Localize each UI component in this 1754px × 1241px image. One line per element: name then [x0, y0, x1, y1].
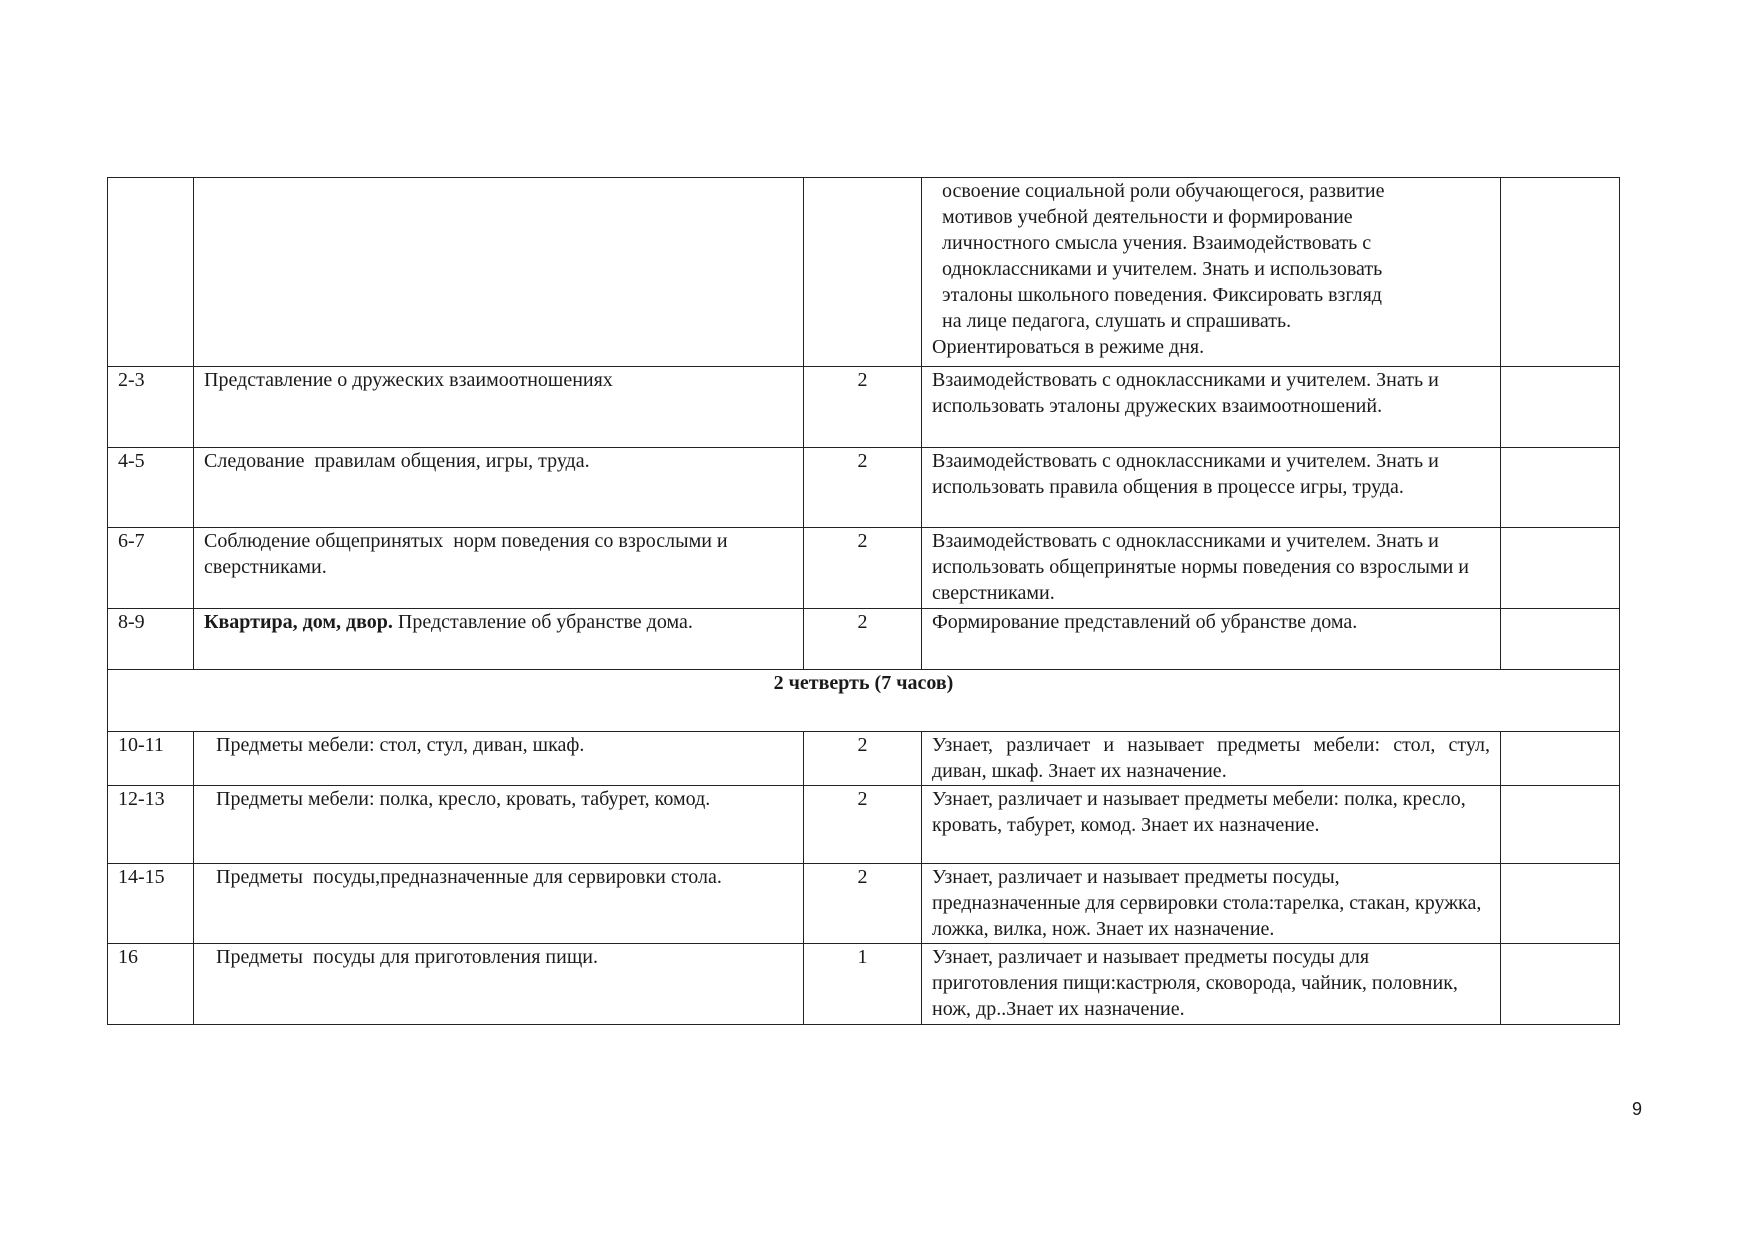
extra-cell — [1501, 178, 1620, 367]
description-line: мотивов учебной деятельности и формирование — [942, 206, 1353, 228]
topic-cell: Предметы мебели: стол, стул, диван, шкаф. — [194, 732, 804, 786]
hours-cell: 2 — [804, 864, 922, 944]
extra-cell — [1501, 609, 1620, 670]
quarter-heading: 2 четверть (7 часов) — [108, 670, 1620, 732]
table-row-continuation — [108, 178, 1620, 367]
lesson-number-cell: 8-9 — [108, 609, 194, 670]
description-line: Ориентироваться в режиме дня. — [932, 336, 1205, 358]
topic-cell: Соблюдение общепринятых норм поведения со взрослыми и сверстниками. — [194, 528, 804, 609]
hours-cell: 2 — [804, 367, 922, 448]
description-line: одноклассниками и учителем. Знать и использовать — [942, 258, 1383, 280]
lesson-number-cell: 4-5 — [108, 448, 194, 528]
topic-cell — [194, 178, 804, 367]
table-row — [108, 786, 1620, 864]
hours-cell: 2 — [804, 786, 922, 864]
description-line: на лице педагога, слушать и спрашивать. — [942, 310, 1292, 332]
lesson-number-cell: 16 — [108, 944, 194, 1025]
extra-cell — [1501, 367, 1620, 448]
activity-description-cell: Узнает, различает и называет предметы посуды, предназначенные для сервировки стола:тарелка, стакан, кружка, ложка, вилка, нож. Знает их назначение. — [922, 864, 1501, 944]
hours-cell: 2 — [804, 609, 922, 670]
table-row — [108, 367, 1620, 448]
activity-description-cell: Взаимодействовать с одноклассниками и учителем. Знать и использовать правила общения в процессе игры, труда. — [922, 448, 1501, 528]
extra-cell — [1501, 864, 1620, 944]
lesson-number-cell: 14-15 — [108, 864, 194, 944]
page-number: 9 — [1632, 1099, 1643, 1119]
activity-description-cell: Узнает, различает и называет предметы мебели: стол, стул, диван, шкаф. Знает их назначение. — [922, 732, 1501, 786]
description-line: освоение социальной роли обучающегося, развитие — [942, 180, 1385, 202]
activity-description-cell — [922, 178, 1501, 367]
hours-cell: 2 — [804, 732, 922, 786]
table-row — [108, 732, 1620, 786]
description-line: эталоны школьного поведения. Фиксировать взгляд — [942, 284, 1382, 306]
topic-cell — [194, 609, 804, 670]
topic-cell: Предметы посуды для приготовления пищи. — [194, 944, 804, 1025]
hours-cell: 1 — [804, 944, 922, 1025]
table-row — [108, 944, 1620, 1025]
extra-cell — [1501, 786, 1620, 864]
topic-cell: Предметы мебели: полка, кресло, кровать, табурет, комод. — [194, 786, 804, 864]
table-row — [108, 609, 1620, 670]
extra-cell — [1501, 944, 1620, 1025]
lesson-number-cell: 6-7 — [108, 528, 194, 609]
extra-cell — [1501, 732, 1620, 786]
activity-description-cell: Взаимодействовать с одноклассниками и учителем. Знать и использовать эталоны дружеских взаимоотношений. — [922, 367, 1501, 448]
lesson-number-cell: 12-13 — [108, 786, 194, 864]
table-row — [108, 448, 1620, 528]
activity-description-cell: Узнает, различает и называет предметы посуды для приготовления пищи:кастрюля, сковорода, чайник, половник, нож, др..Знает их назначение. — [922, 944, 1501, 1025]
extra-cell — [1501, 448, 1620, 528]
lesson-plan-table — [107, 177, 1620, 1025]
hours-cell: 2 — [804, 448, 922, 528]
topic-cell: Предметы посуды,предназначенные для сервировки стола. — [194, 864, 804, 944]
topic-text: Представление об убранстве дома. — [397, 611, 693, 633]
hours-cell — [804, 178, 922, 367]
lesson-number-cell: 10-11 — [108, 732, 194, 786]
lesson-number-cell — [108, 178, 194, 367]
activity-description-cell: Узнает, различает и называет предметы мебели: полка, кресло, кровать, табурет, комод. Знает их назначение. — [922, 786, 1501, 864]
description-line: личностного смысла учения. Взаимодействовать с — [942, 232, 1372, 254]
quarter-heading-row — [108, 670, 1620, 732]
hours-cell: 2 — [804, 528, 922, 609]
topic-heading: Квартира, дом, двор. — [204, 611, 393, 633]
extra-cell — [1501, 528, 1620, 609]
activity-description-cell: Взаимодействовать с одноклассниками и учителем. Знать и использовать общепринятые нормы поведения со взрослыми и сверстниками. — [922, 528, 1501, 609]
lesson-number-cell: 2-3 — [108, 367, 194, 448]
table-row — [108, 528, 1620, 609]
table-row — [108, 864, 1620, 944]
topic-cell: Представление о дружеских взаимоотношениях — [194, 367, 804, 448]
topic-cell: Следование правилам общения, игры, труда. — [194, 448, 804, 528]
activity-description-cell: Формирование представлений об убранстве дома. — [922, 609, 1501, 670]
